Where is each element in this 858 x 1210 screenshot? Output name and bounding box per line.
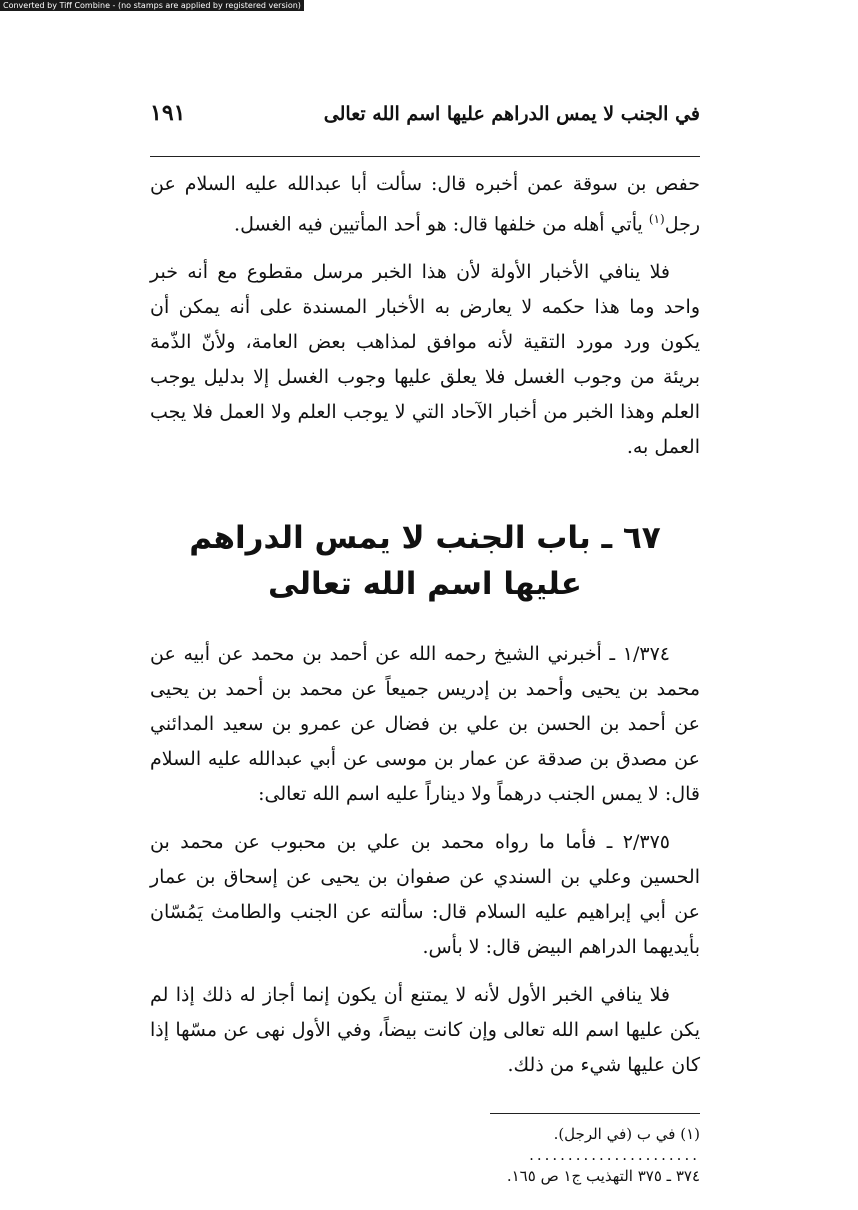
spacer [150,965,700,978]
spacer [150,242,700,255]
footnotes [490,1113,700,1188]
running-title: في الجنب لا يمس الدراهم عليها اسم الله تعالى [323,103,700,125]
footnote-1: (١) في ب (في الرجل). [553,1125,700,1144]
footnote-separator: ...................... [529,1146,700,1165]
converter-banner: Converted by Tiff Combine - (no stamps are applied by registered version) [0,0,304,11]
hadith-374: ١/٣٧٤ ـ أخبرني الشيخ رحمه الله عن أحمد بن محمد عن أبيه عن محمد بن يحيى وأحمد بن إدريس جميعاً عن محمد بن أحمد بن يحيى عن أحمد بن الحسن بن علي بن فضال عن عمرو بن سعيد المدائني عن مصدق بن صدقة عن عمار بن موسى عن أبي عبدالله عليه السلام قال: لا يمس الجنب درهماً ولا ديناراً عليه اسم الله تعالى: [150,643,700,806]
book-page [150,100,700,1188]
intro-line-2: يأتي أهله من خلفها قال: هو أحد المأتيين فيه الغسل. [234,213,643,236]
footnote-source: ٣٧٤ ـ ٣٧٥ التهذيب ج١ ص ١٦٥. [506,1167,700,1186]
footnote-ref: (١) [648,212,665,226]
hadith-375: ٢/٣٧٥ ـ فأما ما رواه محمد بن علي بن محبوب عن محمد بن الحسين وعلي بن السندي عن صفوان بن يحيى عن إسحاق بن عمار عن أبي إبراهيم عليه السلام قال: سألته عن الجنب والطامث يَمُسّان بأيديهما الدراهم البيض قال: لا بأس. [150,831,700,959]
intro-paragraph-1 [150,167,700,242]
spacer [150,465,700,515]
footnote-rule [490,1113,700,1114]
spacer [150,812,700,825]
running-header [150,100,700,157]
closing-paragraph: فلا ينافي الخبر الأول لأنه لا يمتنع أن يكون إنما أجاز له ذلك إذا لم يكن عليها اسم الله تعالى وإن كانت بيضاً، وفي الأول نهى عن مسّها إذا كان عليها شيء من ذلك. [150,984,700,1077]
intro-paragraph-2: فلا ينافي الأخبار الأولة لأن هذا الخبر مرسل مقطوع مع أنه خبر واحد وما هذا حكمه لا يعارض به الأخبار المسندة على أنه يمكن أن يكون ورد مورد التقية لأنه موافق لمذاهب بعض العامة، ولأنّ الذّمة بريئة من وجوب الغسل فلا يعلق عليها وجوب الغسل إلا بدليل يوجب العلم وهذا الخبر من أخبار الآحاد التي لا يوجب العلم ولا العمل فلا يجب العمل به. [150,261,700,459]
page-number: ١٩١ [150,100,186,126]
intro-line-1: حفص بن سوقة عمن أخبره قال: سألت أبا عبدالله عليه السلام عن رجل [150,173,700,236]
chapter-heading: ٦٧ ـ باب الجنب لا يمس الدراهم عليها اسم الله تعالى [189,520,661,603]
